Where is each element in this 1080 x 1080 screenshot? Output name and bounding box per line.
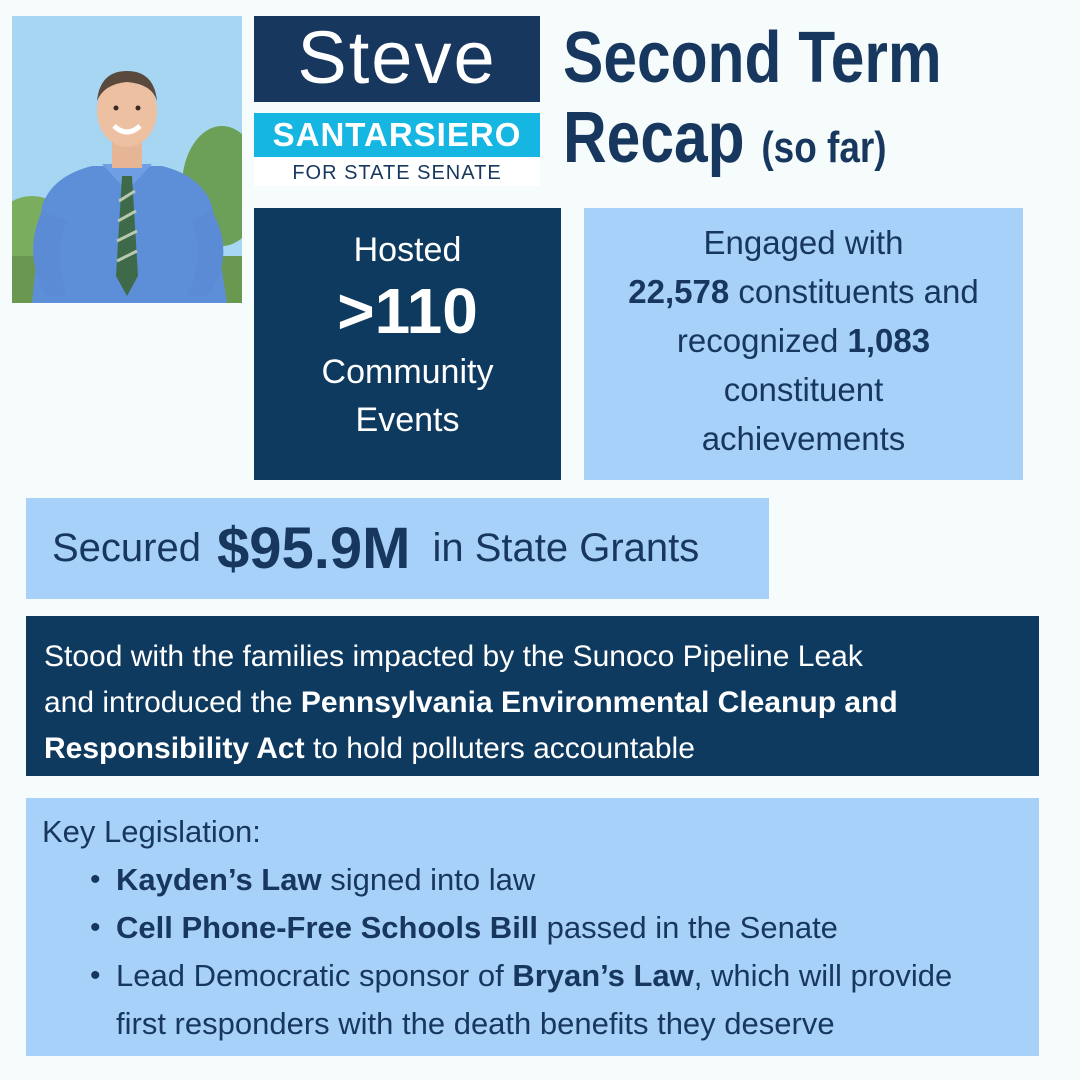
engaged-line1: Engaged with <box>703 224 904 261</box>
events-stat-box <box>254 208 561 480</box>
bullet-icon: • <box>90 959 101 992</box>
engaged-line2 <box>584 267 1023 316</box>
legislation-item-rest: , which will provide <box>693 958 953 993</box>
legislation-item-rest: passed in the Senate <box>538 910 838 945</box>
grants-pre: Secured <box>52 526 201 570</box>
legislation-item-bold: Cell Phone-Free Schools Bill <box>116 910 539 945</box>
act-name-part1: Pennsylvania Environmental Cleanup and <box>300 686 898 719</box>
events-count: >110 <box>337 275 478 347</box>
constituents-count: 22,578 <box>628 273 730 310</box>
page-title-recap: Recap <box>563 98 745 178</box>
candidate-photo <box>12 16 242 303</box>
engagement-stat-box <box>584 208 1023 480</box>
pipeline-statement-box <box>26 616 1039 776</box>
act-name-part2: Responsibility Act <box>44 732 305 765</box>
legislation-list <box>90 856 1023 1048</box>
page-title-line2 <box>563 98 887 184</box>
legislation-item-rest: signed into law <box>321 862 536 897</box>
list-item <box>90 952 1023 1048</box>
legislation-item-bold: Kayden’s Law <box>116 862 322 897</box>
events-community-label: Community <box>321 353 494 391</box>
pipeline-line3-post: to hold polluters accountable <box>304 732 695 765</box>
list-item <box>90 904 1023 952</box>
pipeline-line1: Stood with the families impacted by the Sunoco Pipeline Leak <box>44 640 863 673</box>
engaged-line5: achievements <box>701 420 906 457</box>
logo-first-name: Steve <box>254 16 540 102</box>
engaged-line3 <box>584 316 1023 365</box>
logo-last-name: SANTARSIERO <box>254 113 540 157</box>
engaged-line3-pre: recognized <box>676 322 848 359</box>
list-item <box>90 856 1023 904</box>
grants-post: in State Grants <box>432 526 700 570</box>
legislation-item-line2: first responders with the death benefits they deserve <box>116 1006 835 1041</box>
bullet-icon: • <box>90 863 101 896</box>
engaged-line4: constituent <box>723 371 884 408</box>
bullet-icon: • <box>90 911 101 944</box>
pipeline-line3 <box>44 726 1021 772</box>
pipeline-line2-pre: and introduced the <box>44 686 301 719</box>
legislation-item-bold: Bryan’s Law <box>512 958 694 993</box>
page-title-line1: Second Term <box>563 18 942 98</box>
engaged-line2-rest: constituents and <box>729 273 979 310</box>
events-events-label: Events <box>355 401 460 439</box>
legislation-item-pre: Lead Democratic sponsor of <box>116 958 513 993</box>
logo-office: FOR STATE SENATE <box>254 158 540 186</box>
grants-stat-box <box>26 498 769 599</box>
legislation-heading: Key Legislation: <box>42 814 261 849</box>
grants-amount: $95.9M <box>216 516 411 581</box>
pipeline-line2 <box>44 680 1021 726</box>
page-title-subtitle: (so far) <box>761 123 887 172</box>
achievements-count: 1,083 <box>847 322 931 359</box>
events-hosted-label: Hosted <box>353 231 462 269</box>
key-legislation-box <box>26 798 1039 1056</box>
